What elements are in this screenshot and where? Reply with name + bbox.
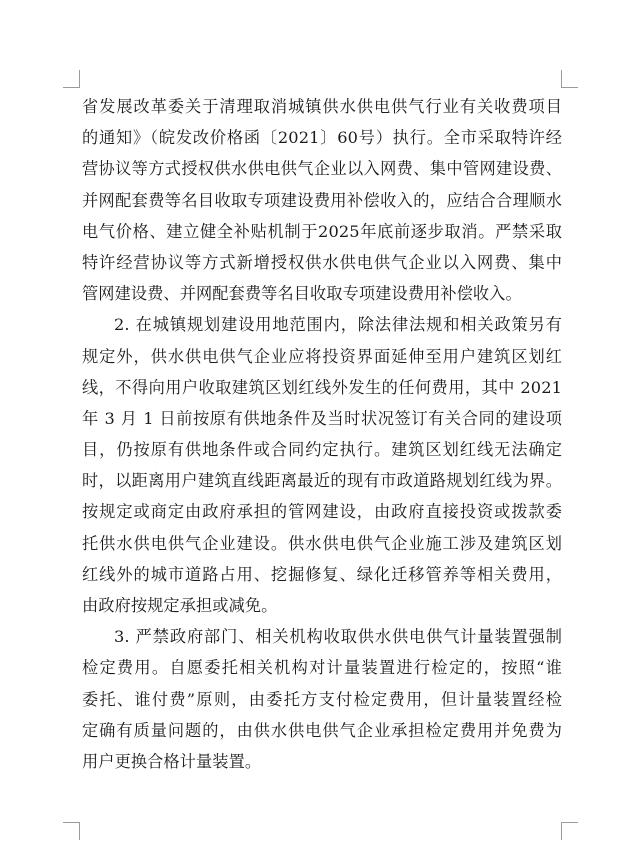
text-line: 用户更换合格计量装置。 [82,751,262,771]
document-body [82,91,562,777]
text-line: 营协议等方式授权供水供电供气企业以入网费、集中管网建设费、 [82,159,562,179]
text-line: 省发展改革委关于清理取消城镇供水供电供气行业有关收费项目 [82,97,562,116]
text-line: 按规定或商定由政府承担的管网建设，由政府直接投资或拨款委 [82,502,562,522]
text-line: 2. 在城镇规划建设用地范围内，除法律法规和相关政策另有 [114,315,562,335]
text-line: 3. 严禁政府部门、相关机构收取供水供电供气计量装置强制 [114,627,562,647]
text-line: 特许经营协议等方式新增授权供水供电供气企业以入网费、集中 [82,252,562,272]
text-line: 并网配套费等名目收取专项建设费用补偿收入的，应结合合理顺水 [82,190,562,210]
text-line: 委托、谁付费”原则，由委托方支付检定费用，但计量装置经检 [82,689,562,709]
text-line: 托供水供电供气企业建设。供水供电供气企业施工涉及建筑区划 [82,533,562,553]
text-line: 电气价格、建立健全补贴机制于2025年底前逐步取消。严禁采取 [82,221,562,241]
text-line: 定确有质量问题的，由供水供电供气企业承担检定费用并免费为 [82,720,562,740]
crop-mark-bottom-right [561,822,578,840]
text-line: 红线外的城市道路占用、挖掘修复、绿化迁移管养等相关费用， [82,564,562,584]
crop-mark-bottom-left [63,822,80,840]
text-line: 检定费用。自愿委托相关机构对计量装置进行检定的，按照“谁 [82,658,562,678]
text-line: 年 3 月 1 日前按原有供地条件及当时状况签订有关合同的建设项 [82,408,562,428]
text-line: 管网建设费、并网配套费等名目收取专项建设费用补偿收入。 [82,284,522,304]
text-line: 由政府按规定承担或减免。 [82,596,278,615]
text-line: 规定外，供水供电供气企业应将投资界面延伸至用户建筑区划红 [82,346,562,366]
text-line: 线，不得向用户收取建筑区划红线外发生的任何费用，其中 2021 [82,377,562,397]
text-line: 时，以距离用户建筑直线距离最近的现有市政道路规划红线为界。 [82,471,562,491]
crop-mark-top-left [63,70,80,88]
text-line: 的通知》（皖发改价格函〔2021〕60号）执行。全市采取特许经 [82,128,562,148]
crop-mark-top-right [561,70,578,88]
text-line: 目，仍按原有供地条件或合同约定执行。建筑区划红线无法确定 [82,440,562,460]
